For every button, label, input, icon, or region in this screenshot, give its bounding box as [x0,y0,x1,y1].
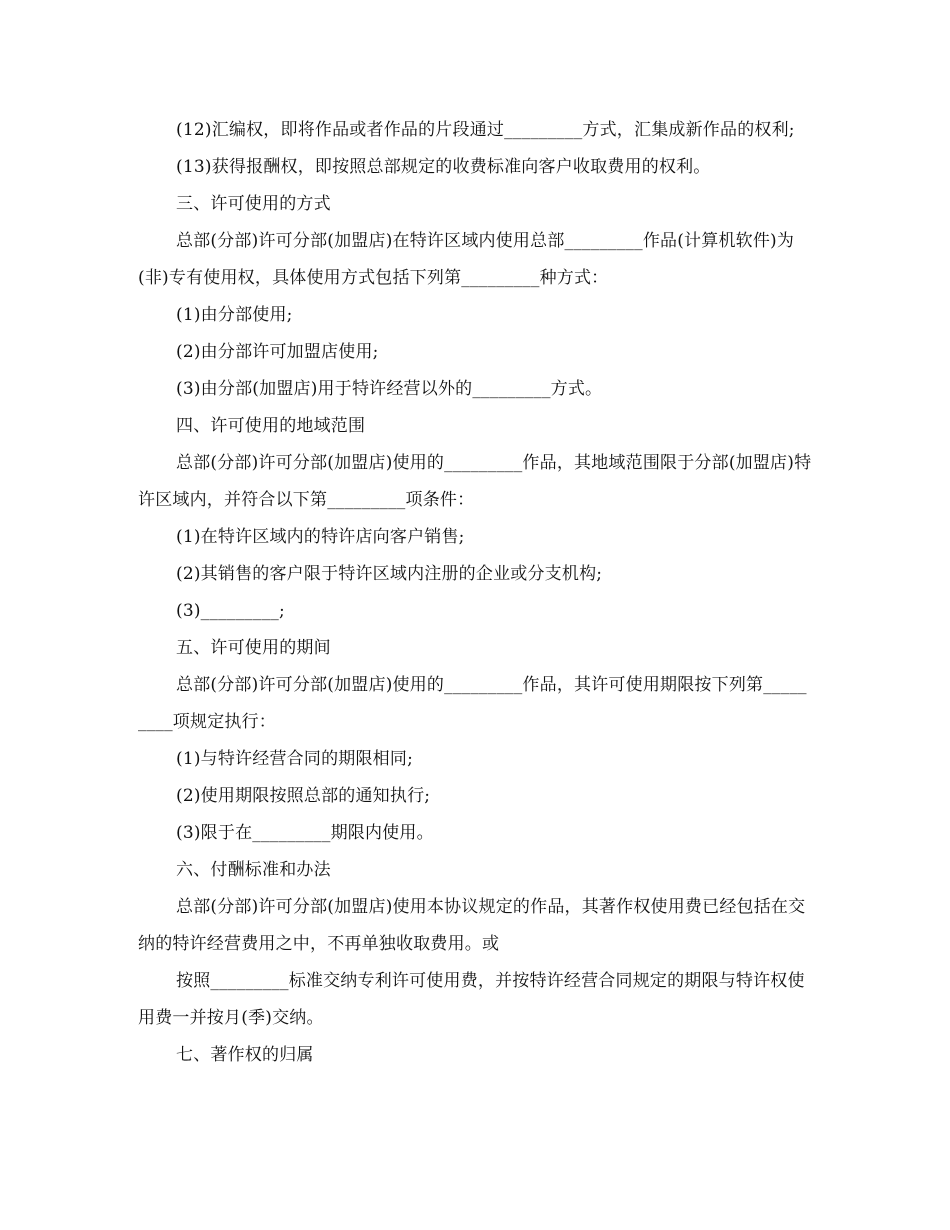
section-4-item-3: (3)_________; [176,601,285,621]
section-5-item-2: (2)使用期限按照总部的通知执行; [176,786,431,806]
section-5-paragraph: 总部(分部)许可分部(加盟店)使用的_________作品，其许可使用期限按下列第_________项规定执行： [138,675,807,732]
section-4-item-2: (2)其销售的客户限于特许区域内注册的企业或分支机构; [176,564,603,584]
section-6-paragraph-2: 按照_________标准交纳专利许可使用费，并按特许经营合同规定的期限与特许权使用费一并按月(季)交纳。 [138,971,805,1028]
section-heading-3: 三、许可使用的方式 [176,194,331,214]
section-3-item-1: (1)由分部使用; [176,305,293,325]
section-5-item-3: (3)限于在_________期限内使用。 [176,823,434,843]
section-4-paragraph: 总部(分部)许可分部(加盟店)使用的_________作品，其地域范围限于分部(加盟店)特许区域内，并符合以下第_________项条件： [138,453,812,510]
section-heading-7: 七、著作权的归属 [176,1045,314,1065]
section-6-paragraph-1: 总部(分部)许可分部(加盟店)使用本协议规定的作品，其著作权使用费已经包括在交纳的特许经营费用之中，不再单独收取费用。或 [138,897,806,954]
section-heading-5: 五、许可使用的期间 [176,638,331,658]
clause-12-compilation-right: (12)汇编权，即将作品或者作品的片段通过_________方式，汇集成新作品的权利; [176,120,795,140]
section-heading-6: 六、付酬标准和办法 [176,860,331,880]
section-heading-4: 四、许可使用的地域范围 [176,416,366,436]
section-3-item-3: (3)由分部(加盟店)用于特许经营以外的_________方式。 [176,379,603,399]
section-5-item-1: (1)与特许经营合同的期限相同; [176,749,414,769]
document-body [138,112,814,1074]
section-3-item-2: (2)由分部许可加盟店使用; [176,342,379,362]
section-4-item-1: (1)在特许区域内的特许店向客户销售; [176,527,465,547]
section-3-paragraph: 总部(分部)许可分部(加盟店)在特许区域内使用总部_________作品(计算机软件)为(非)专有使用权，具体使用方式包括下列第_________种方式： [138,231,795,288]
clause-13-remuneration-right: (13)获得报酬权，即按照总部规定的收费标准向客户收取费用的权利。 [176,157,711,177]
